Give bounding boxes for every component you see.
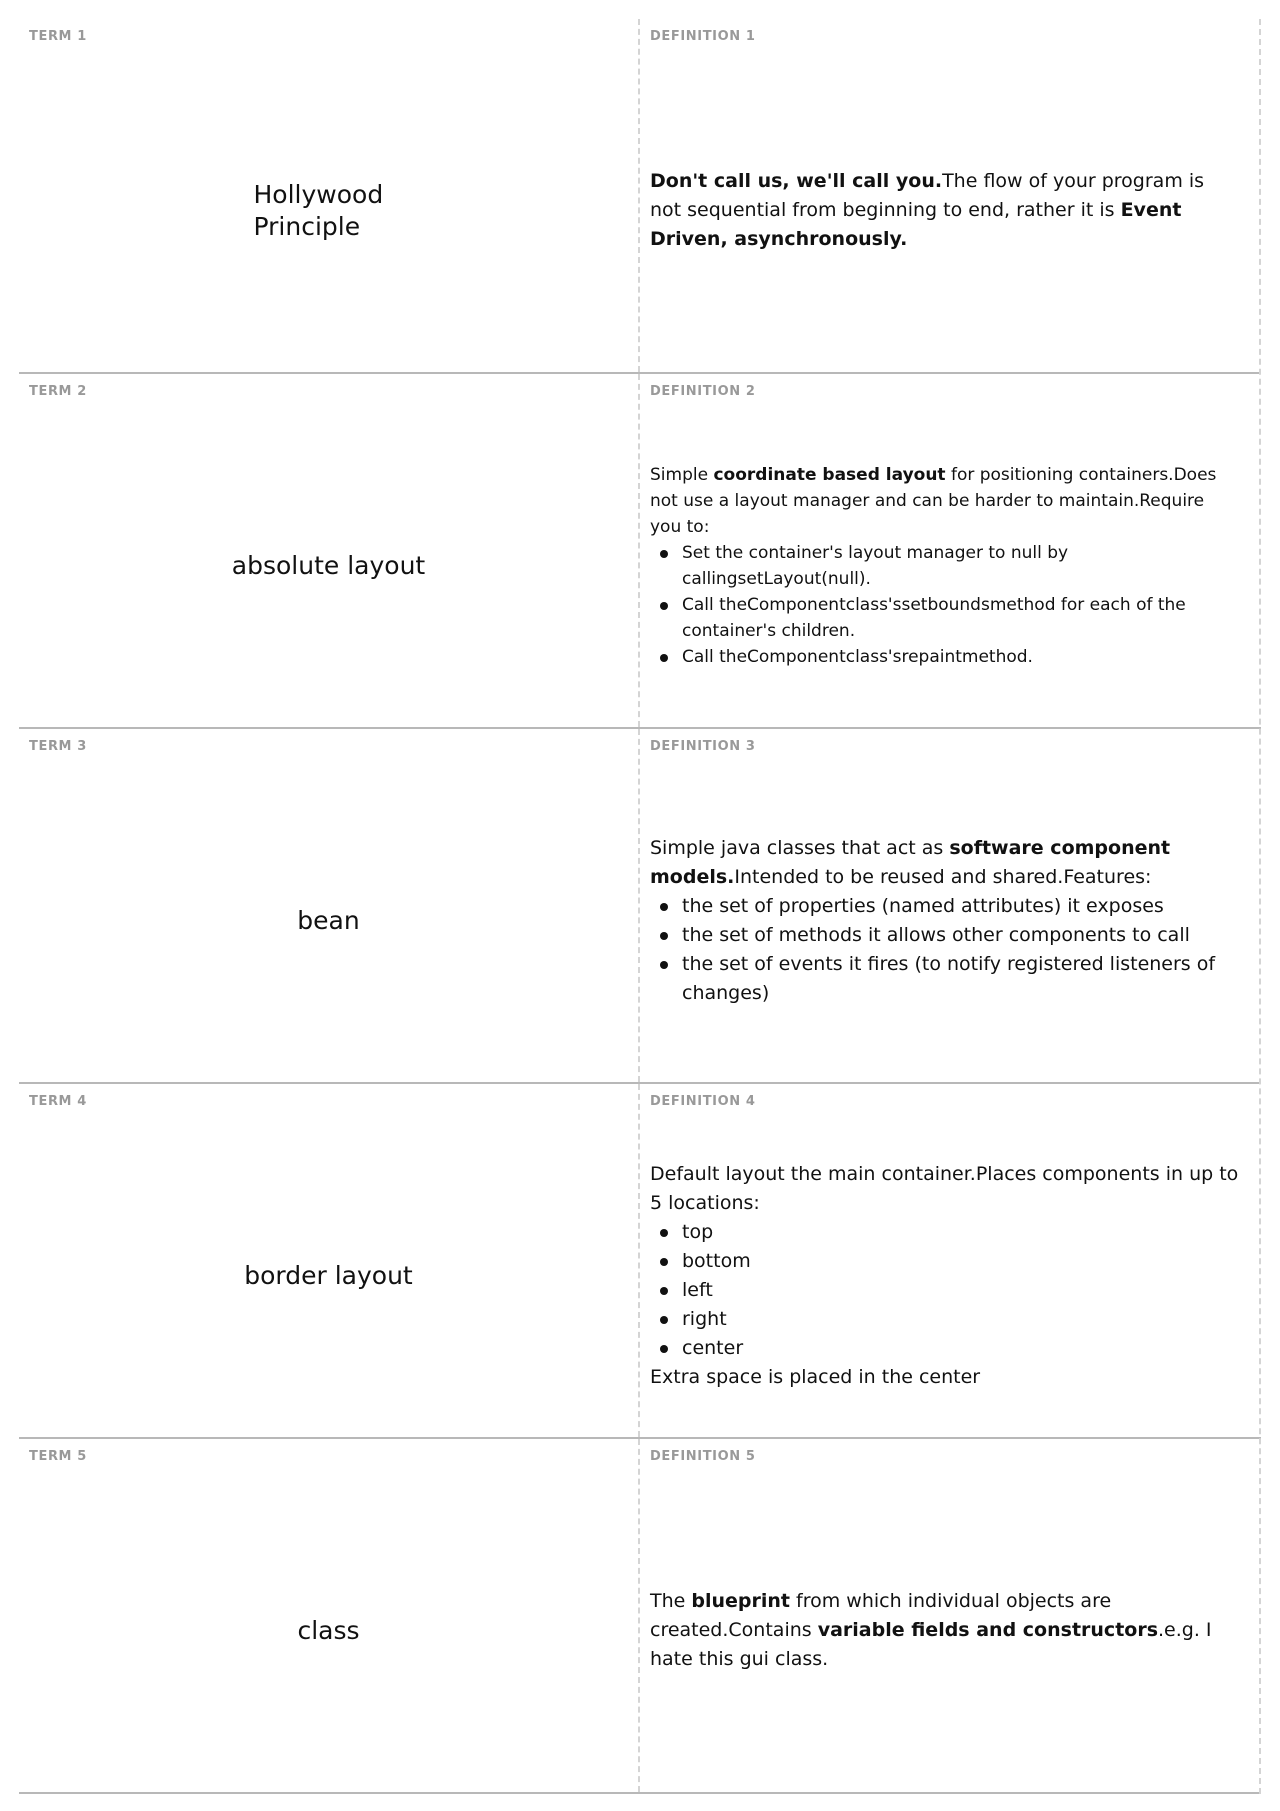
list-item: right [682,1305,1239,1334]
definition-label: DEFINITION 1 [650,29,756,44]
definition-bold: Event Driven, asynchronously. [650,199,1182,250]
definition-span: for positioning containers.Does not use a layout manager and can be harder to maintain.Require you to: [650,464,1217,537]
definition-bold: Don't call us, we'll call you. [650,170,943,192]
flashcard-sheet [19,19,1261,1794]
definition-text: Extra space is placed in the center [650,1365,981,1388]
definition-list [650,1218,1239,1363]
term-cell [19,374,640,727]
list-item: left [682,1276,1239,1305]
definition-text [650,834,1239,892]
definition-span: Simple [650,464,714,485]
definition-cell [640,374,1261,727]
definition-body [650,374,1239,727]
term-cell [19,1084,640,1437]
term-label: TERM 5 [29,1449,87,1464]
definition-label: DEFINITION 3 [650,739,756,754]
definition-span: Intended to be reused and shared.Features: [734,865,1152,888]
list-item: bottom [682,1247,1239,1276]
definition-label: DEFINITION 4 [650,1094,756,1109]
list-item: center [682,1334,1239,1363]
term-value: Hollywood Principle [253,180,384,241]
definition-text [650,167,1239,254]
list-item: top [682,1218,1239,1247]
list-item: Set the container's layout manager to null by callingsetLayout(null). [682,540,1239,592]
definition-bold: coordinate based layout [713,464,946,485]
term-text [19,1439,638,1792]
definition-cell [640,19,1261,372]
flashcard-row [19,374,1261,729]
list-item: the set of properties (named attributes) it exposes [682,892,1239,921]
list-item: Call theComponentclass'ssetboundsmethod for each of the container's children. [682,592,1239,644]
flashcard-row [19,19,1261,374]
definition-cell [640,1084,1261,1437]
term-cell [19,19,640,372]
flashcard-row [19,1084,1261,1439]
term-cell [19,729,640,1082]
term-cell [19,1439,640,1792]
definition-label: DEFINITION 5 [650,1449,756,1464]
term-value: class [297,1616,360,1645]
term-value: border layout [244,1261,413,1290]
term-label: TERM 2 [29,384,87,399]
term-text [19,1084,638,1437]
definition-cell [640,729,1261,1082]
definition-span: from which individual objects are created.Contains [650,1590,1112,1641]
list-item: the set of methods it allows other components to call [682,921,1239,950]
flashcard-row [19,729,1261,1084]
definition-bold: blueprint [691,1590,791,1612]
term-value: bean [297,906,360,935]
term-value: absolute layout [231,551,426,580]
term-label: TERM 1 [29,29,87,44]
definition-label: DEFINITION 2 [650,384,756,399]
term-text [19,374,638,727]
term-label: TERM 4 [29,1094,87,1109]
definition-bold: variable fields and constructors [817,1619,1159,1641]
flashcard-row [19,1439,1261,1794]
definition-text: Default layout the main container.Places components in up to 5 locations: [650,1162,1239,1214]
definition-text [650,1587,1239,1674]
definition-cell [640,1439,1261,1792]
definition-span: Simple java classes that act as [650,836,950,859]
definition-bold: software component models. [650,836,1171,888]
list-item: Call theComponentclass'srepaintmethod. [682,644,1239,670]
definition-text [650,462,1239,540]
definition-span: .e.g. I hate this gui class. [650,1619,1212,1670]
definition-list [650,892,1239,1008]
definition-body [650,1439,1239,1792]
definition-body [650,729,1239,1082]
definition-span: The [650,1590,692,1612]
definition-list [650,540,1239,670]
definition-body [650,19,1239,372]
term-text [19,729,638,1082]
definition-span: The flow of your program is not sequential from beginning to end, rather it is [650,170,1205,221]
list-item: the set of events it fires (to notify registered listeners of changes) [682,950,1239,1008]
term-label: TERM 3 [29,739,87,754]
term-text [19,19,638,372]
definition-body [650,1084,1239,1437]
